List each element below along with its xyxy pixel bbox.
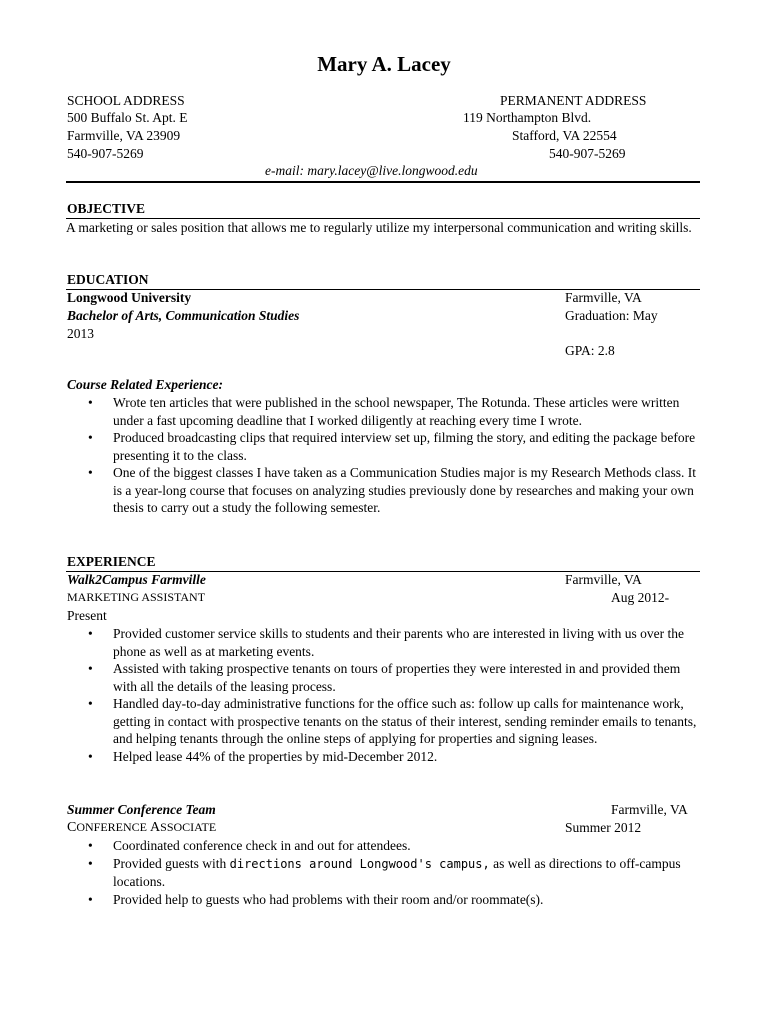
list-item-text: Handled day-to-day administrative functions for the office such as: follow up calls for maintenance work, getting in contact with prospective tenants on the status of their interest, sending reminder emails to tenants, and helping tenants through the online steps of applying for properties and signing leases. xyxy=(113,696,697,746)
course-experience-list xyxy=(66,394,706,517)
education-degree: Bachelor of Arts, Communication Studies xyxy=(67,308,300,323)
list-item-text-b: as well as directions to off-campus locations. xyxy=(113,855,681,889)
job2-title-initial-a: A xyxy=(150,820,161,835)
job2-title-part1: ONFERENCE xyxy=(76,820,151,834)
list-item-text: Provided customer service skills to students and their parents who are interested in living with us over the phone as well as at marketing events. xyxy=(113,626,685,659)
education-location: Farmville, VA xyxy=(565,290,642,305)
objective-text: A marketing or sales position that allows me to regularly utilize my interpersonal communication and writing skills. xyxy=(66,220,692,235)
bullet-glyph: • xyxy=(88,430,93,445)
list-item xyxy=(66,837,706,855)
list-item-text: Assisted with taking prospective tenants on tours of properties they were interested in and provided them with all the details of the leasing process. xyxy=(113,661,681,694)
job2-employer: Summer Conference Team xyxy=(67,802,216,817)
list-item xyxy=(66,394,706,429)
bullet-glyph: • xyxy=(88,748,93,764)
education-graduation: Graduation: May xyxy=(565,308,658,323)
job1-title: MARKETING ASSISTANT xyxy=(67,590,206,604)
bullet-glyph: • xyxy=(88,661,93,676)
job2-location: Farmville, VA xyxy=(611,802,688,817)
experience-heading: EXPERIENCE xyxy=(67,554,156,569)
list-item-text-mono: directions around Longwood's campus, xyxy=(229,856,490,871)
job2-duties-list xyxy=(66,837,706,908)
job1-employer: Walk2Campus Farmville xyxy=(67,572,206,587)
education-school: Longwood University xyxy=(67,290,192,305)
list-item xyxy=(66,660,706,695)
list-item xyxy=(66,695,706,748)
list-item-text: Provided help to guests who had problems with their room and/or roommate(s). xyxy=(113,891,544,907)
job2-title xyxy=(67,819,216,837)
school-phone: 540-907-5269 xyxy=(67,146,144,161)
list-item xyxy=(66,625,706,660)
job2-title-initial-c: C xyxy=(67,820,77,835)
bullet-glyph: • xyxy=(88,696,93,711)
list-item-text-a: Provided guests with xyxy=(113,855,230,871)
bullet-glyph: • xyxy=(88,395,93,410)
job1-dates: Aug 2012- xyxy=(611,590,670,605)
list-item xyxy=(66,429,706,464)
list-item xyxy=(66,748,706,766)
header-divider xyxy=(66,181,700,183)
job1-dates-continued: Present xyxy=(67,608,107,623)
list-item-text: Helped lease 44% of the properties by mid-December 2012. xyxy=(113,748,438,764)
job2-dates: Summer 2012 xyxy=(565,820,642,835)
education-gpa: GPA: 2.8 xyxy=(565,343,615,358)
education-heading: EDUCATION xyxy=(67,272,149,287)
bullet-glyph: • xyxy=(88,626,93,641)
list-item xyxy=(66,855,706,891)
school-city: Farmville, VA 23909 xyxy=(67,128,181,143)
school-street: 500 Buffalo St. Apt. E xyxy=(67,110,188,125)
list-item-text: Coordinated conference check in and out for attendees. xyxy=(113,838,411,853)
objective-heading: OBJECTIVE xyxy=(67,201,146,216)
job1-location: Farmville, VA xyxy=(565,572,642,587)
bullet-glyph: • xyxy=(88,855,93,871)
bullet-glyph: • xyxy=(88,891,93,907)
bullet-glyph: • xyxy=(88,838,93,853)
permanent-address-label: PERMANENT ADDRESS xyxy=(500,93,647,108)
school-address-label: SCHOOL ADDRESS xyxy=(67,93,185,108)
education-year: 2013 xyxy=(67,326,94,341)
list-item-text: One of the biggest classes I have taken as a Communication Studies major is my Research Methods class. It is a year-long course that focuses on analyzing studies previously done by researches and making your own thesis to carry out a study the following semester. xyxy=(113,465,696,515)
bullet-glyph: • xyxy=(88,465,93,480)
email-line: e-mail: mary.lacey@live.longwood.edu xyxy=(265,163,478,178)
list-item-text: Produced broadcasting clips that required interview set up, filming the story, and editing the package before presenting it to the class. xyxy=(113,430,696,463)
list-item xyxy=(66,464,706,517)
course-experience-heading: Course Related Experience: xyxy=(67,377,223,392)
permanent-street: 119 Northampton Blvd. xyxy=(463,110,592,125)
job1-duties-list xyxy=(66,625,706,765)
resume-name: Mary A. Lacey xyxy=(317,52,451,76)
list-item-text: Wrote ten articles that were published in the school newspaper, The Rotunda. These articles were written under a fast upcoming deadline that I worked diligently at reaching every time I wrote. xyxy=(113,395,680,428)
job2-title-part2: SSOCIATE xyxy=(160,820,217,834)
list-item xyxy=(66,891,706,909)
permanent-city: Stafford, VA 22554 xyxy=(512,128,617,143)
permanent-phone: 540-907-5269 xyxy=(549,146,626,161)
